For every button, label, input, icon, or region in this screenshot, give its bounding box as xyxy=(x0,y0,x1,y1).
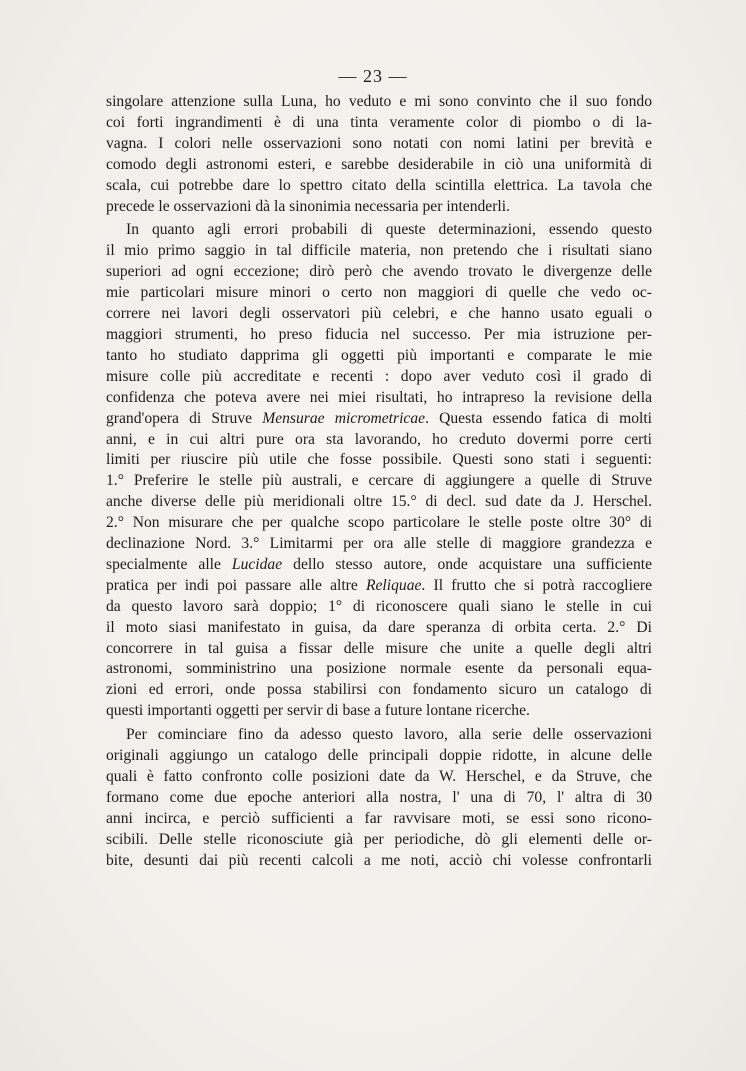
text-line: specialmente alle Lucidae dello stesso autore, onde acquistare una sufficiente xyxy=(106,555,652,573)
text-line: bite, desunti dai più recenti calcoli a me noti, acciò chi volesse confrontarli xyxy=(106,851,652,869)
text-line: il mio primo saggio in tal difficile materia, non pretendo che i risultati siano xyxy=(106,242,652,260)
text-line: correre nei lavori degli osservatori più celebri, e che hanno usato eguali o xyxy=(106,305,652,323)
text-line: mie particolari misure minori o certo non maggiori di quelle che vedo oc- xyxy=(106,284,652,302)
text-line: astronomi, somministrino una posizione normale esente da personali equa- xyxy=(106,660,652,678)
text-line: scibili. Delle stelle riconosciute già per periodiche, dò gli elementi delle or- xyxy=(106,830,652,848)
body-text xyxy=(106,92,652,872)
text-line: grand'opera di Struve Mensurae micrometricae. Questa essendo fatica di molti xyxy=(106,409,652,427)
text-line: coi forti ingrandimenti è di una tinta veramente color di piombo o di la- xyxy=(106,113,652,131)
text-line: confidenza che poteva avere nei miei risultati, ho intrapreso la revisione della xyxy=(106,388,652,406)
text-line: singolare attenzione sulla Luna, ho veduto e mi sono convinto che il suo fondo xyxy=(106,93,652,110)
text-line: formano come due epoche anteriori alla nostra, l' una di 70, l' altra di 30 xyxy=(106,788,652,806)
text-line: comodo degli astronomi esteri, e sarebbe desiderabile in ciò una uniformità di xyxy=(106,155,652,173)
text-line: 2.° Non misurare che per qualche scopo particolare le stelle poste oltre 30° di xyxy=(106,514,652,532)
text-line: precede le osservazioni dà la sinonimia necessaria per intenderli. xyxy=(106,197,510,215)
text-line: concorrere in tal guisa a fissar delle misure che unite a quelle degli altri xyxy=(106,639,652,657)
text-line: maggiori strumenti, ho preso fiducia nel successo. Per mia istruzione per- xyxy=(106,325,652,343)
text-line: Per cominciare fino da adesso questo lavoro, alla serie delle osservazioni xyxy=(126,726,652,744)
text-line: anni, e in cui altri pure ora sta lavorando, ho creduto dovermi porre certi xyxy=(106,430,652,448)
paragraph-2 xyxy=(106,220,652,722)
paragraph-3 xyxy=(106,725,652,871)
text-line: pratica per indi poi passare alle altre Reliquae. Il frutto che si potrà raccogliere xyxy=(106,576,652,594)
text-line: superiori ad ogni eccezione; dirò però che avendo trovato le divergenze delle xyxy=(106,263,652,281)
text-line: In quanto agli errori probabili di queste determinazioni, essendo questo xyxy=(126,221,652,239)
text-line: anni incirca, e perciò sufficienti a far ravvisare moti, se essi sono ricono- xyxy=(106,809,652,827)
text-line: limiti per riuscire più utile che fosse possibile. Questi sono stati i seguenti: xyxy=(106,451,652,469)
text-line: scala, cui potrebbe dare lo spettro citato della scintilla elettrica. La tavola che xyxy=(106,176,652,194)
paragraph-1 xyxy=(106,92,652,217)
text-line: 1.° Preferire le stelle più australi, e cercare di aggiungere a quelle di Struve xyxy=(106,472,652,490)
text-line: vagna. I colori nelle osservazioni sono notati con nomi latini per brevità e xyxy=(106,134,652,152)
text-line: originali aggiungo un catalogo delle principali doppie ridotte, in alcune delle xyxy=(106,747,652,765)
text-line: zioni ed errori, onde possa stabilirsi con fondamento sicuro un catalogo di xyxy=(106,681,652,699)
text-line: misure colle più accreditate e recenti : dopo aver veduto così il grado di xyxy=(106,367,652,385)
text-line: anche diverse delle più meridionali oltre 15.° di decl. sud date da J. Herschel. xyxy=(106,493,652,511)
text-line: tanto ho studiato dapprima gli oggetti più importanti e comparate le mie xyxy=(106,346,652,364)
page-number: — 23 — xyxy=(338,66,408,86)
text-line: da questo lavoro sarà doppio; 1° di riconoscere quali siano le stelle in cui xyxy=(106,597,652,615)
text-line: quali è fatto confronto colle posizioni date da W. Herschel, e da Struve, che xyxy=(106,768,652,785)
text-line: declinazione Nord. 3.° Limitarmi per ora alle stelle di maggiore grandezza e xyxy=(106,535,652,553)
text-line: il moto siasi manifestato in guisa, da dare speranza di orbita certa. 2.° Di xyxy=(106,618,652,636)
text-line: questi importanti oggetti per servir di base a future lontane ricerche. xyxy=(106,702,530,720)
